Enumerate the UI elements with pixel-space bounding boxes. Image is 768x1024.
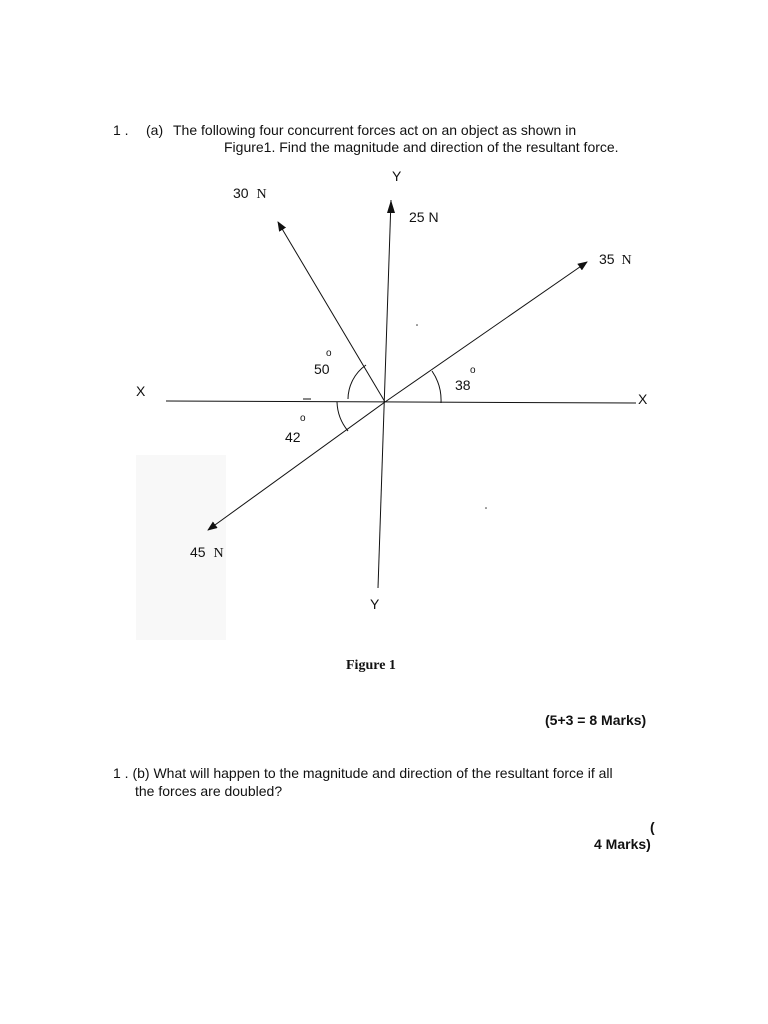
force-label-30n: [233, 185, 267, 202]
angle-label-42: 42: [285, 429, 301, 445]
question-a-line-2: Figure1. Find the magnitude and direction of the resultant force.: [224, 139, 619, 155]
force-label-30n-unit: N: [256, 187, 267, 202]
question-b-line-2: the forces are doubled?: [135, 783, 283, 799]
force-label-25n: 25 N: [409, 209, 439, 225]
axis-label-x-right: X: [638, 391, 648, 407]
stray-dot: [485, 507, 487, 509]
question-b-line-1: 1 . (b) What will happen to the magnitude and direction of the resultant force if all: [113, 765, 613, 781]
force-label-30n-value: 30: [233, 185, 249, 201]
angle-degree-50: o: [326, 348, 332, 359]
marks-b: 4 Marks): [594, 836, 651, 852]
force-label-45n-value: 45: [190, 544, 206, 560]
angle-degree-42: o: [300, 413, 306, 424]
angle-arc-42: [337, 402, 348, 431]
y-axis-arrow: [387, 200, 395, 213]
stray-dot: [416, 324, 418, 326]
force-label-35n-unit: N: [621, 253, 632, 268]
marks-b-open-paren: (: [650, 819, 655, 835]
force-vector-30n: [278, 222, 385, 402]
question-part-label: (a): [146, 122, 164, 138]
force-vector-45n: [208, 402, 385, 530]
force-label-35n-value: 35: [599, 251, 615, 267]
force-vector-35n: [385, 262, 587, 402]
angle-label-50: 50: [314, 361, 330, 377]
angle-arc-38: [432, 371, 441, 403]
force-label-35n: [599, 251, 632, 268]
axis-label-y-top: Y: [392, 168, 402, 184]
axis-label-x-left: X: [136, 383, 146, 399]
angle-degree-38: o: [470, 365, 476, 376]
angle-arc-50: [348, 365, 366, 399]
figure-caption: Figure 1: [346, 658, 396, 673]
force-label-45n-unit: N: [213, 546, 224, 561]
marks-a: (5+3 = 8 Marks): [545, 712, 647, 728]
x-axis: [166, 401, 636, 403]
question-a-line-1: The following four concurrent forces act on an object as shown in: [173, 122, 577, 138]
angle-label-38: 38: [455, 377, 471, 393]
force-label-45n: [190, 544, 224, 561]
axis-label-y-bottom: Y: [370, 596, 380, 612]
question-number: 1 .: [113, 122, 129, 138]
